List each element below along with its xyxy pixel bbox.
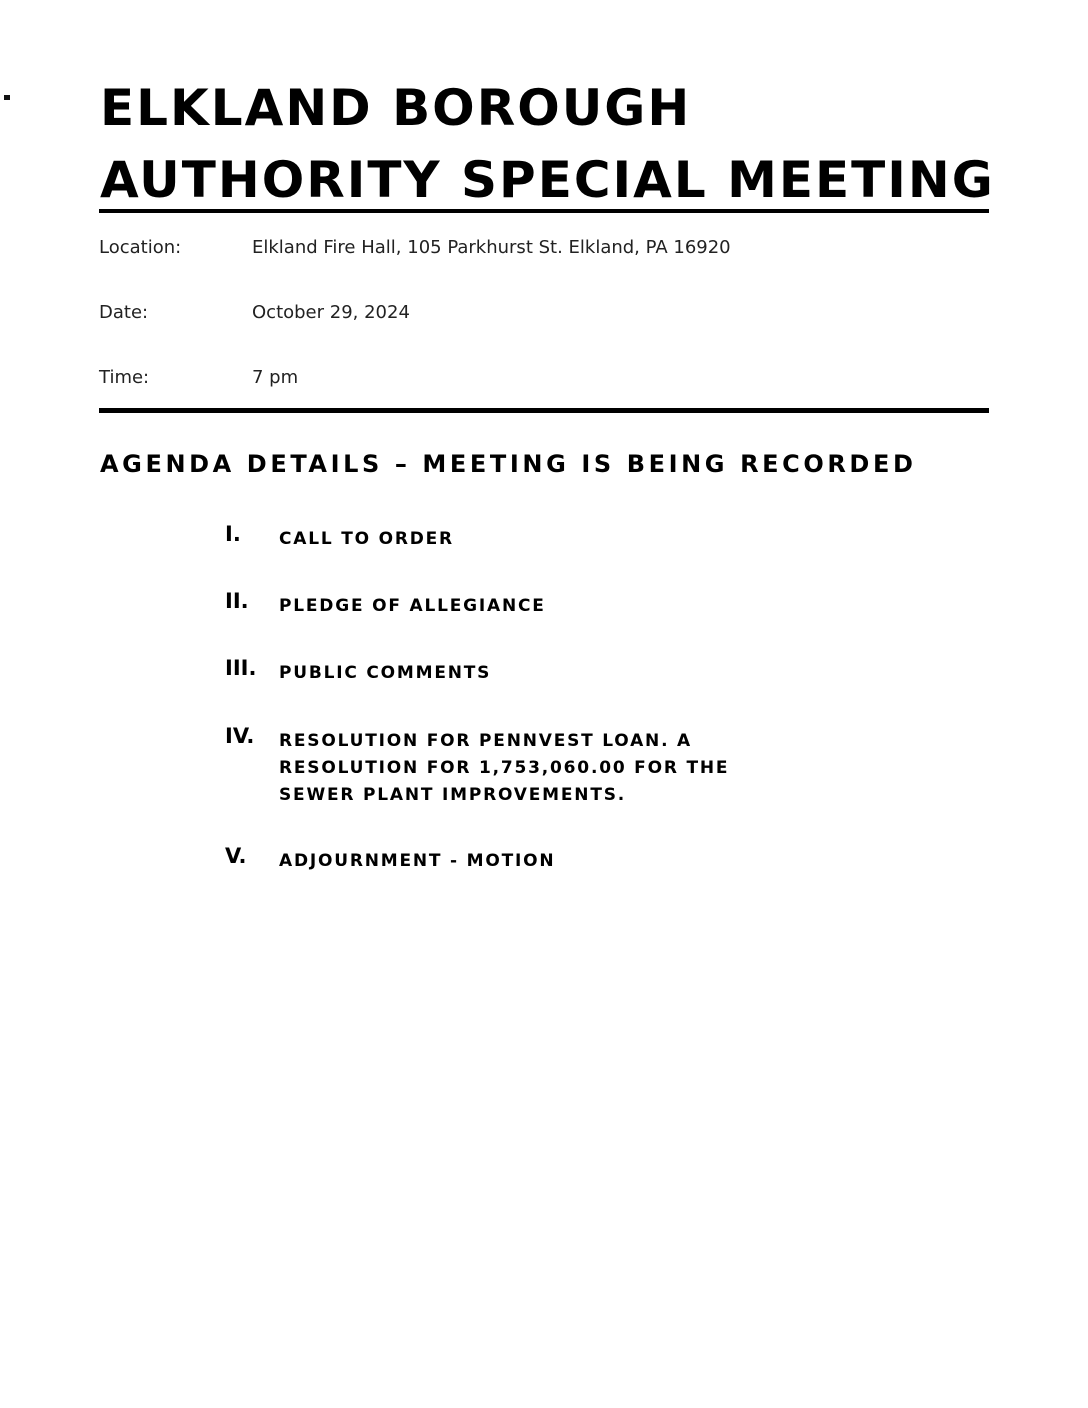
time-label: Time: <box>99 367 150 388</box>
agenda-item-text: PLEDGE OF ALLEGIANCE <box>279 596 546 616</box>
agenda-heading: AGENDA DETAILS – MEETING IS BEING RECORDED <box>100 450 917 478</box>
document-title <box>100 72 995 216</box>
time-value: 7 pm <box>252 367 299 388</box>
title-line-1: ELKLAND BOROUGH <box>100 79 692 137</box>
agenda-item-text: RESOLUTION FOR PENNVEST LOAN. A RESOLUTION FOR 1,753,060.00 FOR THE SEWER PLANT IMPROVEMENTS. <box>279 731 730 805</box>
agenda-item-text: CALL TO ORDER <box>279 529 454 549</box>
title-line-2: AUTHORITY SPECIAL MEETING <box>100 151 995 209</box>
agenda-item-number: II. <box>225 589 249 613</box>
date-label: Date: <box>99 302 149 323</box>
agenda-item-text: ADJOURNMENT - MOTION <box>279 851 556 871</box>
divider-top <box>99 209 989 213</box>
agenda-item-text: PUBLIC COMMENTS <box>279 663 492 683</box>
agenda-item-number: I. <box>225 522 241 546</box>
date-value: October 29, 2024 <box>252 302 410 323</box>
agenda-item-number: V. <box>225 844 247 868</box>
location-label: Location: <box>99 237 182 258</box>
agenda-item-number: IV. <box>225 724 255 748</box>
divider-bottom <box>99 408 989 413</box>
scan-artifact <box>4 95 10 100</box>
agenda-item-number: III. <box>225 656 257 680</box>
location-value: Elkland Fire Hall, 105 Parkhurst St. Elkland, PA 16920 <box>252 237 731 258</box>
